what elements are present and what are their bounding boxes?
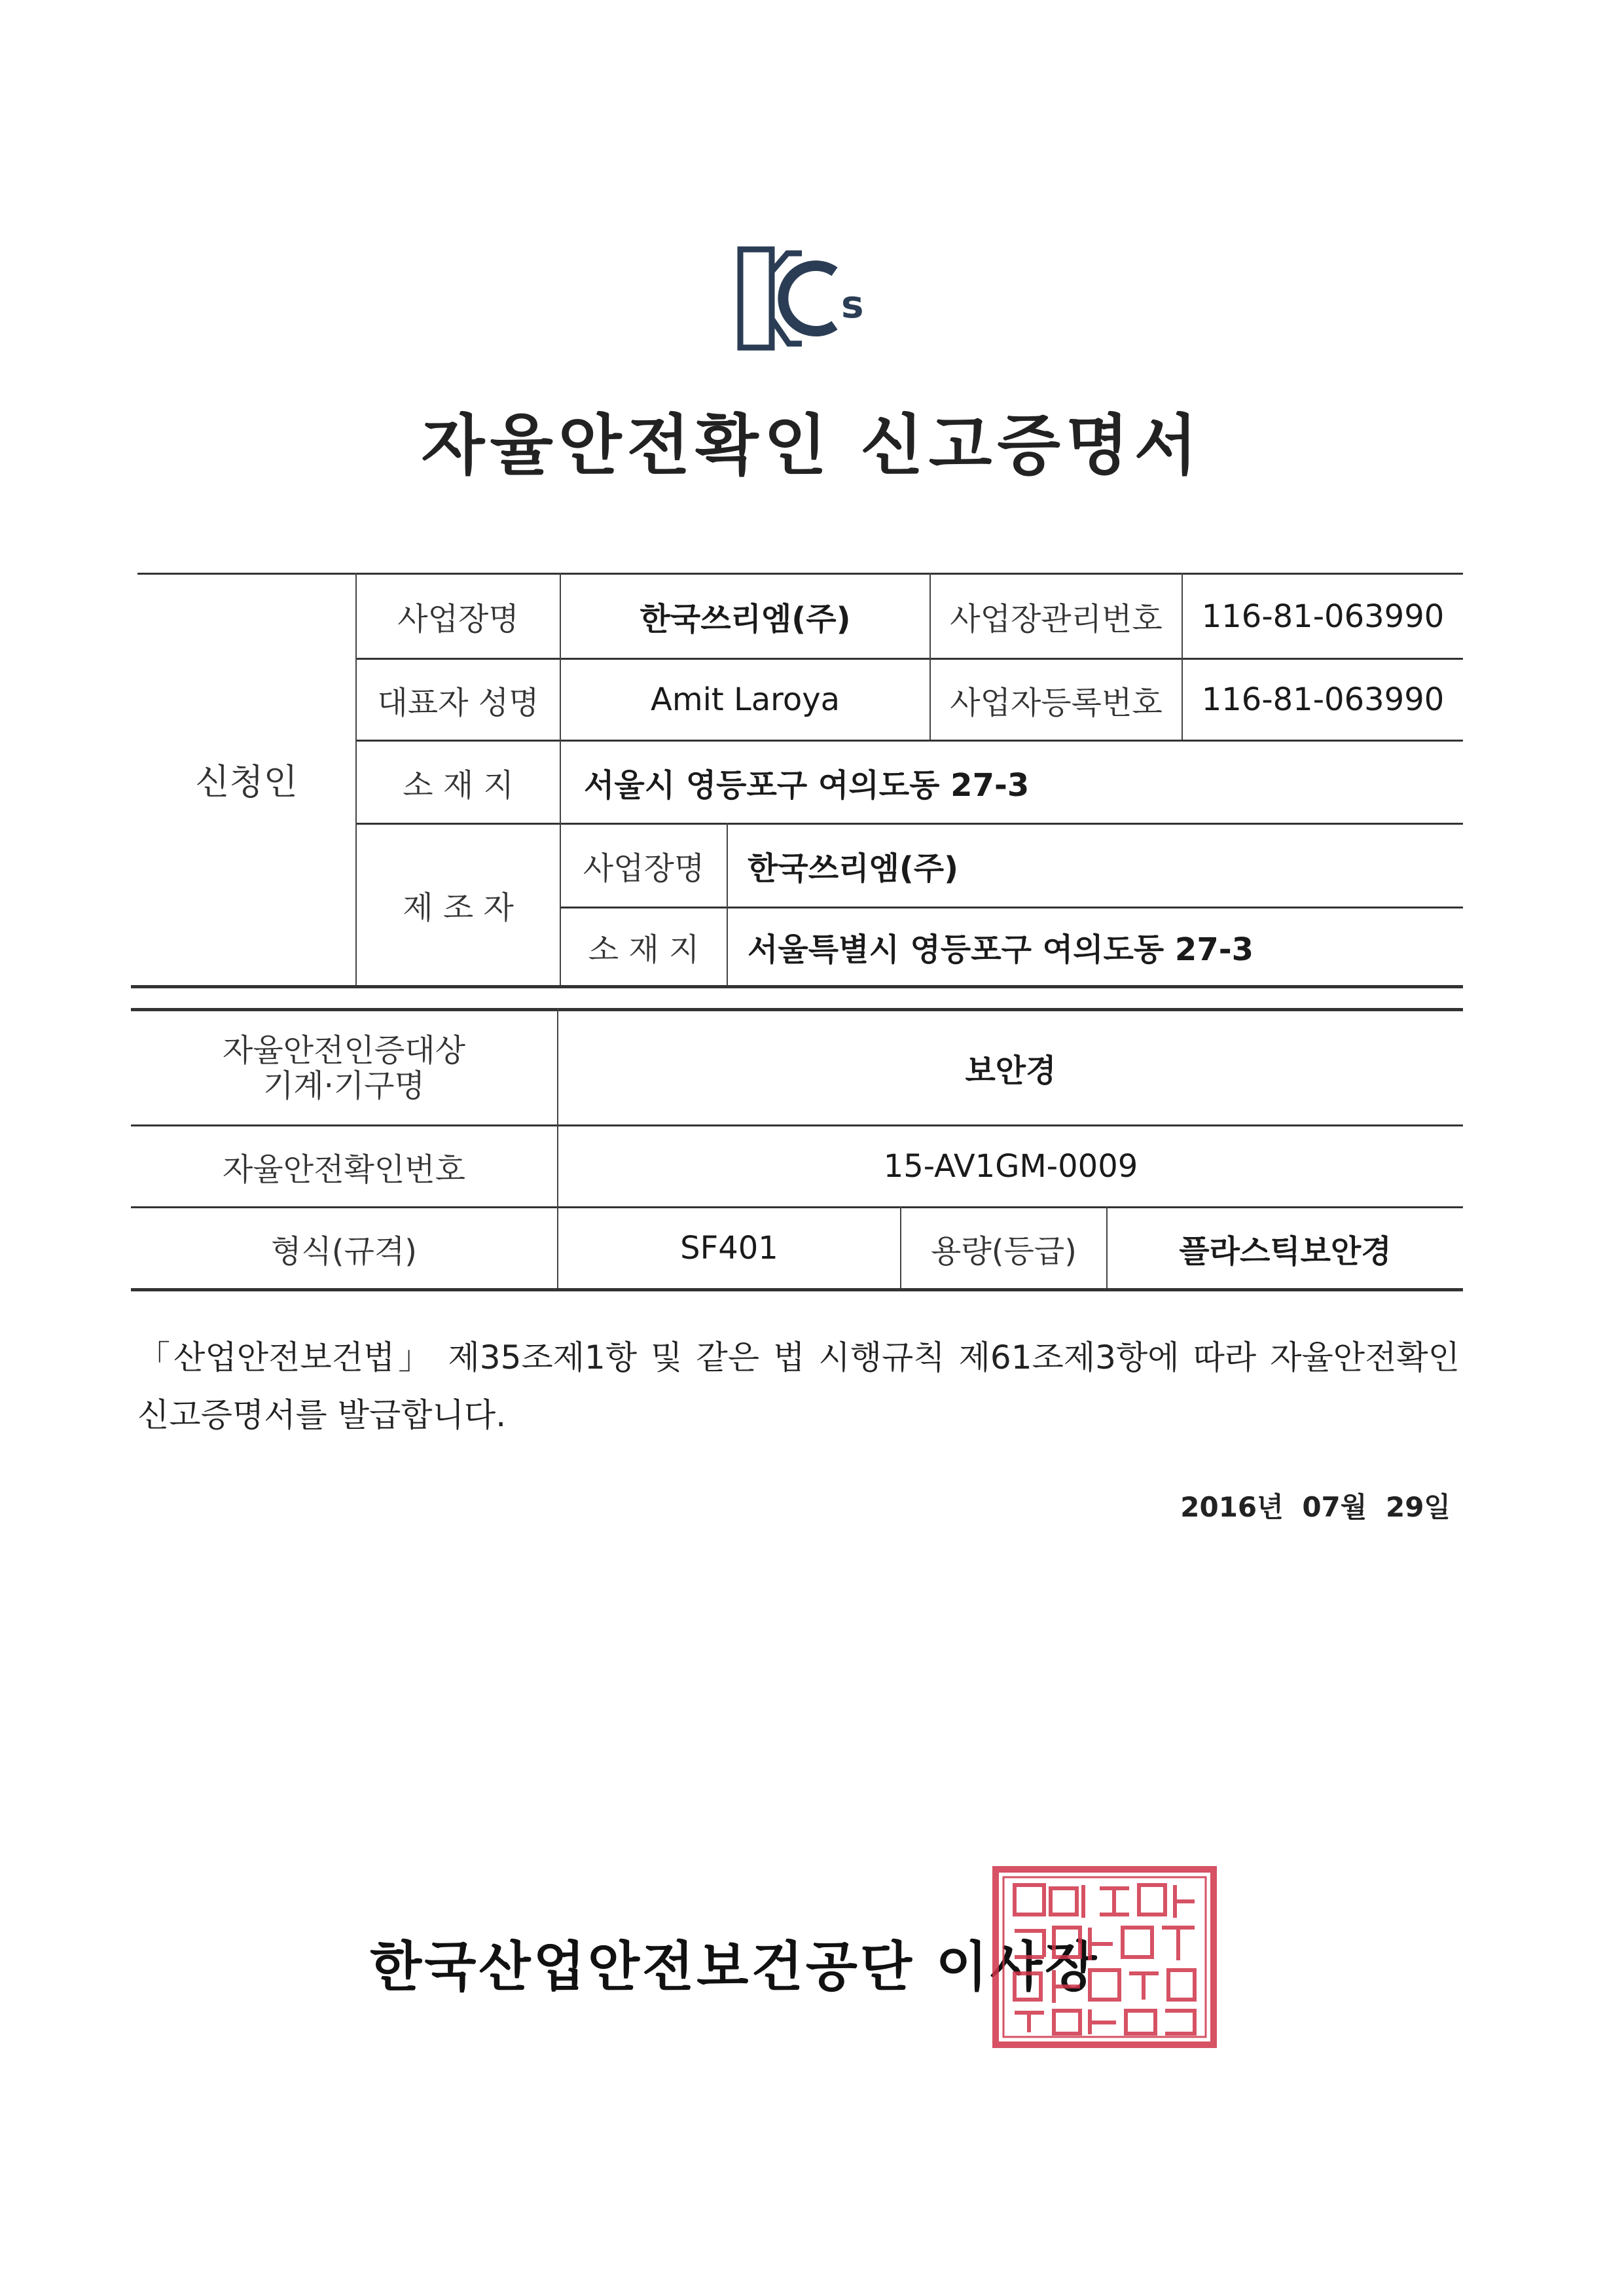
model-label: 형식(규격) xyxy=(271,1232,417,1270)
capacity-label: 용량(등급) xyxy=(931,1232,1077,1270)
table-bottom-border xyxy=(131,1288,1463,1291)
representative-label: 대표자 성명 xyxy=(377,684,539,721)
capacity-value: 플라스틱보안경 xyxy=(1179,1232,1392,1270)
business-reg-no-value: 116-81-063990 xyxy=(1201,681,1445,718)
manufacturer-address-value: 서울특별시 영등포구 여의도동 27-3 xyxy=(748,931,1254,968)
target-machine-value: 보안경 xyxy=(965,1052,1056,1089)
issuance-statement: 「산업안전보건법」 제35조제1항 및 같은 법 시행규칙 제61조제3항에 따라 자율안전확인 신고증명서를 발급합니다. xyxy=(137,1339,1460,1434)
official-seal xyxy=(992,1865,1218,2049)
confirm-no-label: 자율안전확인번호 xyxy=(223,1151,465,1188)
business-name-value: 한국쓰리엠(주) xyxy=(640,601,851,638)
target-machine-label-line2: 기계·기구명 xyxy=(262,1067,425,1104)
model-value: SF401 xyxy=(680,1230,778,1267)
manufacturer-label: 제 조 자 xyxy=(403,890,514,926)
confirm-no-value: 15-AV1GM-0009 xyxy=(883,1148,1138,1185)
issue-date: 2016년 07월 29일 xyxy=(1180,1491,1451,1523)
manufacturer-address-label: 소 재 지 xyxy=(588,931,700,968)
issuer-name: 한국산업안전보건공단 이사장 xyxy=(370,1936,1100,1998)
manufacturer-business-name-label: 사업장명 xyxy=(583,850,705,887)
target-machine-label xyxy=(131,1011,557,1124)
svg-text:s: s xyxy=(841,282,864,327)
site-mgmt-no-label: 사업장관리번호 xyxy=(950,601,1163,638)
representative-value: Amit Laroya xyxy=(650,681,840,718)
business-reg-no-label: 사업자등록번호 xyxy=(950,684,1163,721)
kcs-logo xyxy=(736,245,867,357)
address-label: 소 재 지 xyxy=(403,766,514,804)
target-machine-label-line1: 자율안전인증대상 xyxy=(223,1032,465,1069)
applicant-section-label: 신청인 xyxy=(195,761,298,802)
document-title: 자율안전확인 신고증명서 xyxy=(421,407,1203,484)
business-name-label: 사업장명 xyxy=(397,601,519,638)
address-value: 서울시 영등포구 여의도동 27-3 xyxy=(584,766,1030,804)
manufacturer-business-name-value: 한국쓰리엠(주) xyxy=(748,850,959,887)
site-mgmt-no-value: 116-81-063990 xyxy=(1201,598,1445,635)
table-bottom-border xyxy=(131,985,1463,988)
